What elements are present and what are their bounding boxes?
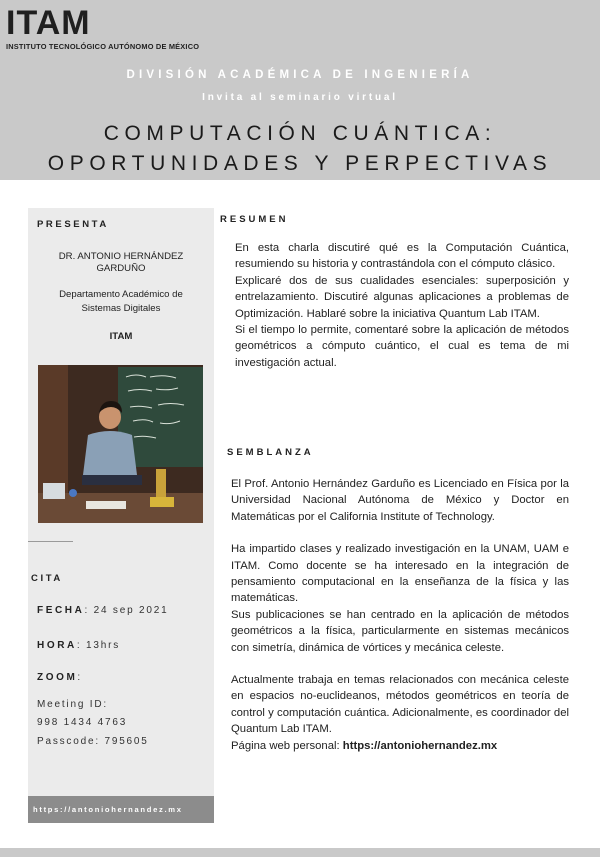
personal-web-label: Página web personal: <box>231 739 343 752</box>
presenter-name-line1: DR. ANTONIO HERNÁNDEZ <box>58 251 184 262</box>
logo-subtitle: INSTITUTO TECNOLÓGICO AUTÓNOMO DE MÉXICO <box>6 42 200 51</box>
sidebar-divider <box>28 541 73 542</box>
resumen-paragraph-2: Explicaré dos de sus cualidades esenciales: superposición y entrelazamiento. Discutiré algunas aplicaciones a problemas de Optimización. Hablaré sobre la iniciativa Quantum Lab ITAM. <box>235 274 569 320</box>
hora-row <box>37 640 120 651</box>
semblanza-paragraph-4: Actualmente trabaja en temas relacionados con mecánica celeste en espacios no-euclideanos, métodos geométricos en teoría de control y computación cuántica. Adicionalmente, es coordinador del Quantum Lab ITAM. <box>231 674 569 736</box>
institution: ITAM <box>109 331 133 342</box>
personal-web-line <box>231 738 569 754</box>
department-line1: Departamento Académico de <box>59 289 183 300</box>
presenta-heading: PRESENTA <box>37 219 109 230</box>
cita-heading: CITA <box>31 573 63 584</box>
resumen-body <box>235 240 569 371</box>
semblanza-heading: SEMBLANZA <box>227 447 314 458</box>
resumen-paragraph-1: En esta charla discutiré qué es la Computación Cuántica, resumiendo su historia y contrastándola con el cómputo clásico. <box>235 242 569 271</box>
website-link[interactable]: https://antoniohernandez.mx <box>28 796 214 823</box>
fecha-value: : 24 sep 2021 <box>84 605 169 616</box>
left-sidebar <box>28 208 214 823</box>
page-title-line1: COMPUTACIÓN CUÁNTICA: <box>103 122 497 145</box>
invite-text: Invita al seminario virtual <box>202 92 398 103</box>
header-banner <box>0 0 600 180</box>
footer-bar <box>0 848 600 857</box>
division-name: DIVISIÓN ACADÉMICA DE INGENIERÍA <box>126 69 474 81</box>
hora-value: : 13hrs <box>76 640 121 651</box>
passcode: Passcode: 795605 <box>37 736 149 747</box>
personal-web-link[interactable]: https://antoniohernandez.mx <box>342 739 498 752</box>
resumen-heading: RESUMEN <box>220 214 289 225</box>
logo-mark: ITAM <box>6 4 91 42</box>
itam-logo <box>6 4 200 51</box>
fecha-label: FECHA <box>37 605 85 616</box>
fecha-row <box>37 605 168 616</box>
presenter-photo <box>38 365 203 523</box>
zoom-colon: : <box>77 672 82 683</box>
resumen-paragraph-3: Si el tiempo lo permite, comentaré sobre la aplicación de métodos geométricos a cómputo cuántico, el cual es tema de mi investigación actual. <box>235 324 569 369</box>
meeting-id-label: Meeting ID: <box>37 699 108 710</box>
semblanza-paragraph-1: El Prof. Antonio Hernández Garduño es Licenciado en Física por la Universidad Nacional Autónoma de México y Doctor en Matemáticas por el California Institute of Technology. <box>231 478 569 523</box>
hora-label: HORA <box>37 640 77 651</box>
zoom-label: ZOOM <box>37 672 78 683</box>
semblanza-paragraph-2: Ha impartido clases y realizado investigación en la UNAM, UAM e ITAM. Como docente se ha interesado en la integración de pensamiento computacional en la enseñanza de la física y las matemáticas. <box>231 543 569 605</box>
zoom-row <box>37 672 82 683</box>
presenter-name-line2: GARDUÑO <box>96 263 146 274</box>
semblanza-body <box>231 476 569 754</box>
page-title-line2: OPORTUNIDADES Y PERPECTIVAS <box>47 152 553 175</box>
meeting-id-value: 998 1434 4763 <box>37 717 128 728</box>
presenter-photo-illustration <box>38 365 203 523</box>
department-line2: Sistemas Digitales <box>81 303 161 314</box>
semblanza-paragraph-3: Sus publicaciones se han centrado en la aplicación de métodos geométricos a la física, particularmente en sistemas mecánicos con simetría, dinámica de vórtices y mecánica celeste. <box>231 608 569 654</box>
